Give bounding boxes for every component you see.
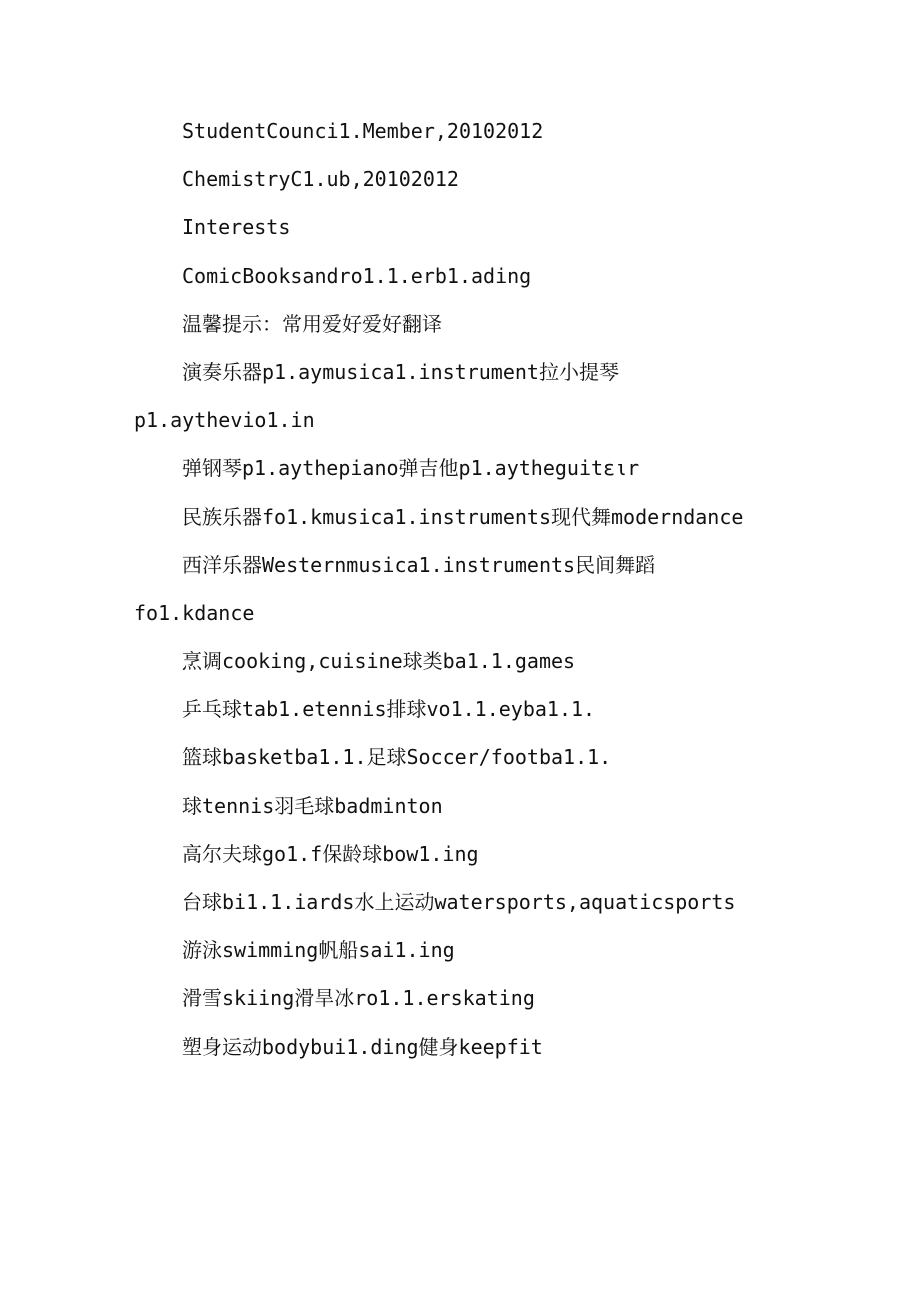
text-line-student-council: StudentCounci1.Member,20102012 (182, 119, 544, 143)
text-line-billiards: 台球bi1.1.iards水上运动watersports,aquaticsports (182, 890, 736, 914)
text-line-tennis: 球tennis羽毛球badminton (182, 793, 443, 818)
text-line-comic-books: ComicBooksandro1.1.erb1.ading (182, 263, 532, 288)
text-line-cooking: 烹调cooking,cuisine球类ba1.1.games (182, 649, 576, 674)
text-line-piano-guitar: 弹钢琴p1.aythepiano弹吉他p1.aytheguitειr (182, 456, 640, 481)
text-line-chemistry-club: ChemistryC1.ub,20102012 (182, 167, 459, 192)
text-line-play-instrument: 演奏乐器p1.aymusica1.instrument拉小提琴 (182, 359, 619, 384)
text-line-bodybuilding: 塑身运动bodybui1.ding健身keepfit (182, 1034, 543, 1059)
text-line-skiing: 滑雪skiing滑旱冰ro1.1.erskating (182, 986, 535, 1011)
text-line-table-tennis: 乒乓球tab1.etennis排球vo1.1.eyba1.1. (182, 697, 596, 722)
section-heading-interests: Interests (182, 215, 291, 240)
text-line-play-violin: p1.aythevio1.in (134, 408, 315, 433)
text-line-folk-dance: fo1.kdance (134, 600, 255, 625)
document-body (0, 107, 920, 1071)
text-line-western-instruments: 西洋乐器Westernmusica1.instruments民间舞蹈 (182, 552, 656, 577)
text-line-golf: 高尔夫球go1.f保龄球bow1.ing (182, 841, 479, 866)
text-line-swimming: 游泳swimming帆船sai1.ing (182, 938, 455, 963)
text-line-folk-instruments: 民族乐器fo1.kmusica1.instruments现代舞moderndance (182, 504, 744, 529)
text-line-basketball: 篮球basketba1.1.足球Soccer/footba1.1. (182, 745, 612, 770)
text-line-tip: 温馨提示：常用爱好爱好翻译 (182, 311, 442, 336)
